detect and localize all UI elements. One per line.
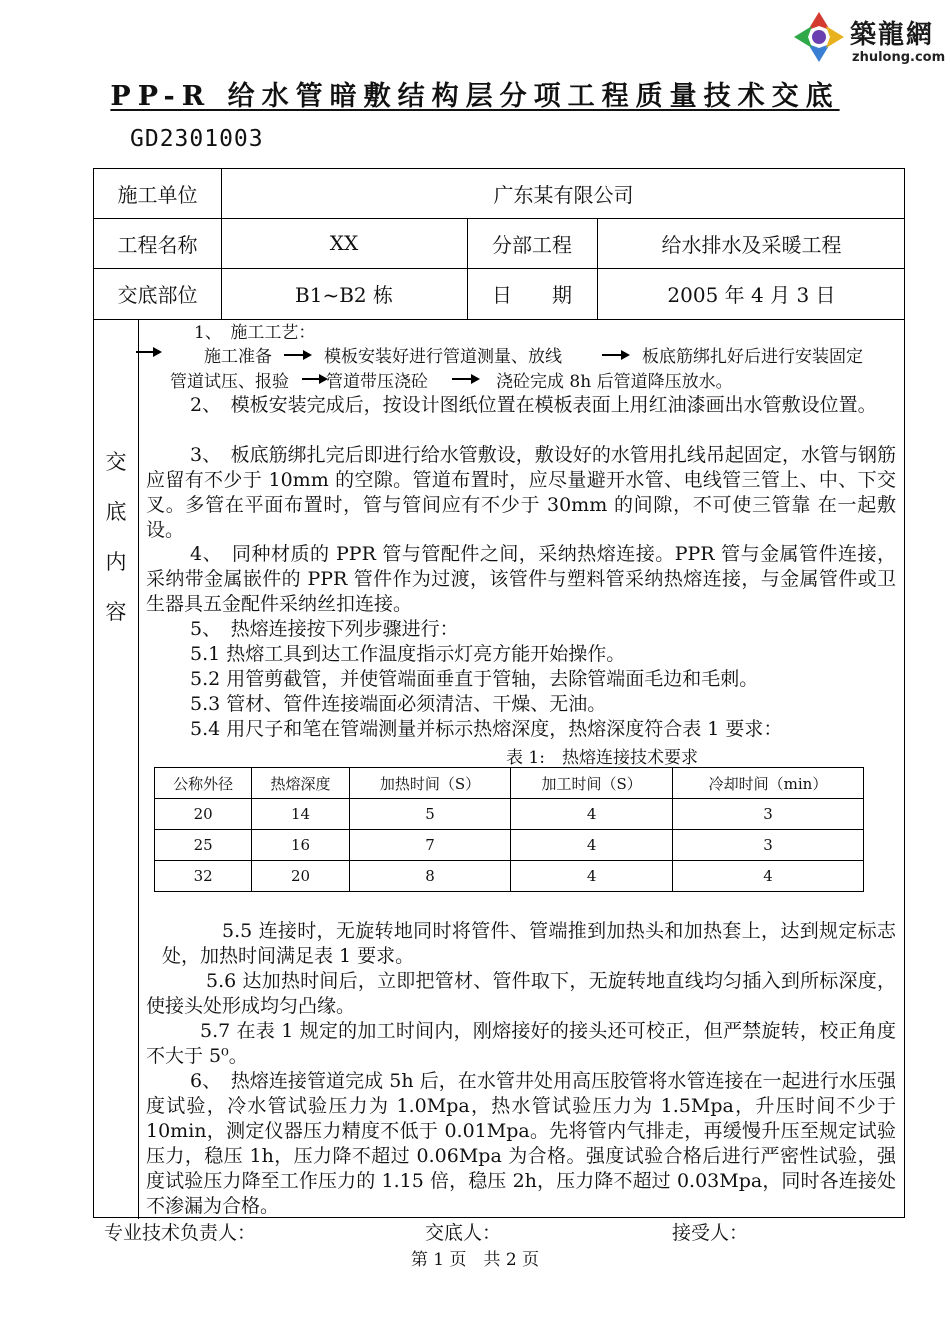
paragraph-6: 6、 热熔连接管道完成 5h 后，在水管井处用高压胶管将水管连接在一起进行水压强度试验，冷水管试验压力为 1.0Mpa，热水管试验压力为 1.5Mpa，升压时间不少于 10min，测定仪器压力精度不低于 0.01Mpa。先将管内气排走，再缓慢升压至规定试验压力，稳压 1h，压力降不超过 0.06Mpa 为合格。强度试验合格后进行严密性试验，强度试验压力降至工作压力的 1.15 倍，稳压 2h，压力降不超过 0.03Mpa，同时各连接处不渗漏为合格。 bbox=[146, 1070, 896, 1217]
table-cell: 25 bbox=[155, 830, 252, 861]
zhulong-logo bbox=[790, 8, 946, 68]
flow-step-6: 浇砼完成 8h 后管道降压放水。 bbox=[496, 372, 733, 392]
table-row bbox=[155, 830, 864, 861]
table-row bbox=[155, 861, 864, 892]
table-header-cell: 加热时间（S） bbox=[349, 768, 511, 799]
paragraph-5-6: 5.6 达加热时间后，立即把管材、管件取下，无旋转地直线均匀插入到所标深度，使接头处形成均匀凸缘。 bbox=[146, 970, 896, 1017]
paragraph-5-3: 5.3 管材、管件连接端面必须清洁、干燥、无油。 bbox=[190, 693, 607, 715]
table-cell: 4 bbox=[511, 861, 673, 892]
table-cell: 4 bbox=[511, 799, 673, 830]
document-title: PP-R 给水管暗敷结构层分项工程质量技术交底 bbox=[110, 81, 840, 112]
table-cell: 5 bbox=[349, 799, 511, 830]
paragraph-4: 4、 同种材质的 PPR 管与管配件之间，采纳热熔连接。PPR 管与金属管件连接，采纳带金属嵌件的 PPR 管件作为过渡，该管件与塑料管采纳热熔连接，与金属管件或卫生器具五金配件采纳丝扣连接。 bbox=[146, 543, 896, 615]
flow-arrow-icon bbox=[284, 354, 306, 356]
table-header-cell: 加工时间（S） bbox=[511, 768, 673, 799]
section-value: 给水排水及采暖工程 bbox=[661, 232, 842, 257]
paragraph-3: 3、 板底筋绑扎完后即进行给水管敷设，敷设好的水管用扎线吊起固定，水管与钢筋应留有不少于 10mm 的空隙。管道布置时，应尽量避开水管、电线管三管上、中、下交叉。多管在平面布置时，管与管间应有不少于 30mm 的间隙，不可使三管靠 在一起敷设。 bbox=[146, 444, 896, 541]
document-number: GD2301003 bbox=[130, 126, 264, 152]
table-cell: 4 bbox=[511, 830, 673, 861]
content-side-label: 交 底 内 容 bbox=[105, 450, 127, 624]
table-cell: 3 bbox=[672, 830, 863, 861]
receiver-signature-label: 接受人： bbox=[672, 1222, 749, 1244]
paragraph-5: 5、 热熔连接按下列步骤进行： bbox=[190, 618, 459, 640]
paragraph-5-4: 5.4 用尺子和笔在管端测量并标示热熔深度，热熔深度符合表 1 要求： bbox=[190, 718, 783, 740]
discloser-signature-label: 交底人： bbox=[425, 1222, 502, 1244]
paragraph-5-2: 5.2 用管剪截管，并使管端面垂直于管轴，去除管端面毛边和毛刺。 bbox=[190, 668, 759, 690]
table-row bbox=[155, 799, 864, 830]
paragraph-5-7: 5.7 在表 1 规定的加工时间内，刚熔接好的接头还可校正，但严禁旋转，校正角度不大于 5⁰。 bbox=[146, 1020, 896, 1067]
table-header-cell: 热熔深度 bbox=[252, 768, 349, 799]
location-value: B1~B2 栋 bbox=[295, 283, 393, 307]
date-value: 2005 年 4 月 3 日 bbox=[667, 283, 836, 307]
flow-step-1: 施工准备 bbox=[204, 347, 272, 367]
project-value: XX bbox=[329, 231, 359, 255]
flow-step-2: 模板安装好进行管道测量、放线 bbox=[324, 347, 562, 367]
location-label: 交底部位 bbox=[117, 283, 198, 307]
paragraph-5-1: 5.1 热熔工具到达工作温度指示灯亮方能开始操作。 bbox=[190, 643, 626, 665]
section-label: 分部工程 bbox=[492, 232, 572, 257]
table-header-row bbox=[155, 768, 864, 799]
table-cell: 4 bbox=[672, 861, 863, 892]
date-label: 日 期 bbox=[492, 283, 572, 307]
flow-arrow-icon bbox=[136, 351, 156, 353]
unit-label: 施工单位 bbox=[117, 183, 198, 207]
flow-step-4: 管道试压、报验 bbox=[170, 372, 289, 392]
table-cell: 14 bbox=[252, 799, 349, 830]
table-cell: 16 bbox=[252, 830, 349, 861]
table-cell: 3 bbox=[672, 799, 863, 830]
table-cell: 20 bbox=[155, 799, 252, 830]
flow-arrow-icon bbox=[452, 378, 474, 380]
disclosure-form bbox=[93, 168, 905, 1218]
hot-melt-table bbox=[154, 767, 864, 892]
flow-arrow-icon bbox=[602, 354, 624, 356]
zhulong-logo-icon bbox=[790, 8, 848, 66]
unit-value: 广东某有限公司 bbox=[493, 183, 634, 207]
tech-lead-signature-label: 专业技术负责人： bbox=[104, 1222, 257, 1244]
table-caption: 表 1: 热熔连接技术要求 bbox=[506, 748, 698, 768]
page-number: 第 1 页 共 2 页 bbox=[410, 1250, 540, 1270]
table-header-cell: 冷却时间（min） bbox=[672, 768, 863, 799]
table-cell: 8 bbox=[349, 861, 511, 892]
table-cell: 32 bbox=[155, 861, 252, 892]
flow-step-5: 管道带压浇砼 bbox=[326, 372, 428, 392]
paragraph-5-5: 5.5 连接时，无旋转地同时将管件、管端推到加热头和加热套上，达到规定标志处，加热时间满足表 1 要求。 bbox=[162, 920, 896, 967]
flow-arrow-icon bbox=[302, 378, 322, 380]
logo-name: 築龍網 bbox=[850, 20, 935, 50]
section-1-title: 1、 施工工艺： bbox=[194, 323, 316, 343]
table-header-cell: 公称外径 bbox=[155, 768, 252, 799]
table-cell: 20 bbox=[252, 861, 349, 892]
flow-step-3: 板底筋绑扎好后进行安装固定 bbox=[642, 347, 863, 367]
logo-url: zhulong.com bbox=[852, 50, 946, 65]
paragraph-2: 2、 模板安装完成后，按设计图纸位置在模板表面上用红油漆画出水管敷设位置。 bbox=[190, 394, 877, 416]
project-label: 工程名称 bbox=[117, 232, 198, 257]
table-cell: 7 bbox=[349, 830, 511, 861]
